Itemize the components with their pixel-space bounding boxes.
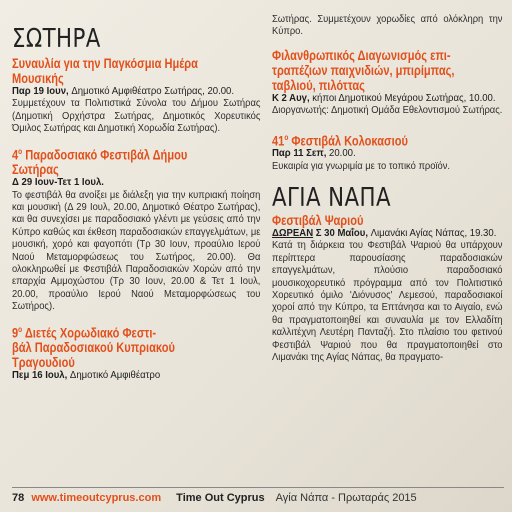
issue-title: Αγία Νάπα - Πρωταράς 2015 (275, 492, 417, 504)
event-title: Φιλανθρωπικός Διαγωνισμός επι- τραπέζιων παιχνιδιών, μπιρίμπας, ταβλιού, πιλόττας (272, 47, 455, 93)
event-date: Κ 2 Αυγ, κήποι Δημοτικού Μεγάρου Σωτήρας, 10.00. (272, 92, 496, 104)
magazine-name: Time Out Cyprus (176, 492, 265, 504)
section-city-title: ΣΩΤΗΡΑ (12, 24, 101, 54)
page-footer (12, 490, 502, 506)
continued-text: Σωτήρας. Συμμετέχουν χορωδίες από ολόκληρη την Κύπρο. (272, 14, 503, 38)
event-date: Δ 29 Ιουν-Τετ 1 Ιουλ. (12, 177, 104, 189)
page-number: 78 (12, 492, 25, 504)
event-6 (272, 213, 504, 364)
event-date: Παρ 19 Ιουν, Δημοτικό Αμφιθέατρο Σωτήρας, 20.00. (12, 86, 235, 97)
event-description: Συμμετέχουν τα Πολιτιστικά Σύνολα του Δήμου Σωτήρας (Δημοτική Ορχήστρα Σωτήρας, Δημοτικός Χορευτικός Όμιλος Σωτήρας και Δημοτική Χορωδία Σωτήρας). (12, 98, 261, 135)
section-city-title: ΑΓΙΑ ΝΑΠΑ (272, 182, 391, 213)
event-description: Κατά τη διάρκεια του Φεστιβάλ Ψαριού θα υπάρχουν περίπτερα παρουσίασης παραδοσιακών επαγγελμάτων, πλούσιο παραδοσιακό μουσικοχορευτικό πρόγραμμα από τον Πολιτιστικό Χορευτικό όμιλο 'Διόνυσος' Λεμεσού, παραδοσιακοί χοροί από την Κύπρο, τα Επτάνησα και το Αιγαίο, ενώ θα πραγματοποιηθεί και συναυλία με τον Ελλαδίτη καλλιτέχνη Λευτέρη Πανταζή. Στο πλαίσιο του φετινού Φεστιβάλ Ψαριού που θα πραγματοποιηθεί στο Λιμανάκι της Αγίας Νάπας, θα πραγματο- (272, 240, 503, 363)
website-link[interactable]: www.timeoutcyprus.com (31, 492, 162, 504)
event-1 (12, 56, 262, 136)
event-date: Παρ 11 Σεπ, 20.00. (272, 148, 356, 160)
left-column (12, 0, 262, 383)
event-2 (12, 144, 262, 314)
event-date: Πεμ 16 Ιουλ, Δημοτικό Αμφιθέατρο (12, 370, 161, 382)
event-4 (272, 48, 504, 118)
event-3 (12, 322, 262, 383)
event-5 (272, 130, 504, 173)
event-title: $4^o$ Παραδοσιακό Φεστιβάλ Δήμου Σωτήρας (12, 146, 188, 178)
event-description: Το φεστιβάλ θα ανοίξει με διάλεξη για την κυπριακή ποίηση και μουσική (Δ 29 Ιουλ, 20.00, Δημοτικό Θέατρο Σωτήρας), και θα συνεχίσει με παραδοσιακό γλέντι με γεύσεις από την Κύπρο καθώς και έκθεση παραδοσιακών επαγγελμάτων, με μουσική, χορό και φαγοπότι (Τρ 30 Ιουν, προαύλιο Ιερού Ναού Μεταμορφώσεως του Σωτήρος, 20.00). Θα ολοκληρωθεί με Φεστιβάλ Παραδοσιακών Χορών από την επαρχία Αμμοχώστου (Τρ 30 Ιουν, 20.00 & Τετ 1 Ιουλ, 20.00, προαύλιο Ιερού Ναού Μεταμορφώσεως του Σωτήρος). (12, 189, 261, 313)
footer-rule (12, 487, 504, 488)
event-description: Διοργανωτής: Δημοτική Ομάδα Εθελοντισμού Σωτήρας. (272, 105, 503, 117)
right-column (272, 0, 504, 364)
event-date: ΔΩΡΕΑΝ Σ 30 Μαΐου, Λιμανάκι Αγίας Νάπας, 19.30. (272, 227, 497, 239)
event-title: $9^o$ Διετές Χορωδιακό Φεστι- βάλ Παραδοσιακού Κυπριακού Τραγουδιού (12, 324, 175, 371)
event-description: Ευκαιρία για γνωριμία με το τοπικό προϊόν. (272, 160, 451, 172)
event-title: $41^o$ Φεστιβάλ Κολοκασιού (272, 132, 408, 149)
event-title: Συναυλία για την Παγκόσμια Ημέρα Μουσικής (12, 56, 198, 86)
event-title: Φεστιβάλ Ψαριού (272, 212, 364, 228)
